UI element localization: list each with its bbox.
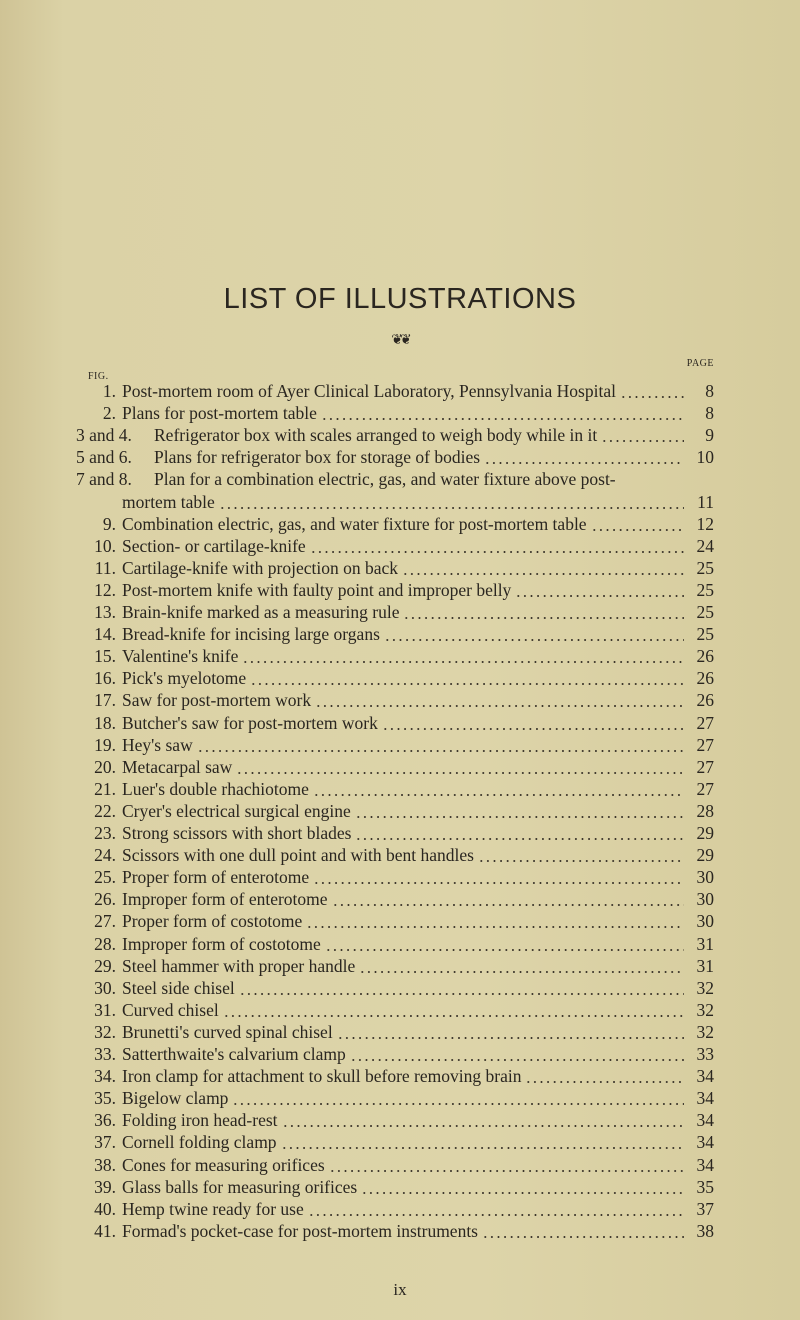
figure-caption: Post-mortem knife with faulty point and improper belly [122,579,512,600]
page-column-header: PAGE [686,358,714,369]
dot-leader [402,557,684,579]
page-number: 9 [705,425,714,446]
page-number: 24 [696,535,714,556]
list-item [0,1131,800,1153]
figure-caption: Section- or cartilage-knife [122,535,306,556]
figure-number: 19. [94,734,116,755]
figure-number: 37. [94,1132,116,1153]
dot-leader [306,910,684,932]
figure-caption: Cryer's electrical surgical engine [122,800,351,821]
list-item [0,689,800,711]
figure-number: 28. [94,933,116,954]
dot-leader [355,822,684,844]
dot-leader [384,623,684,645]
figure-number: 15. [94,646,116,667]
list-item [0,778,800,800]
list-item [0,1043,800,1065]
page-number: 34 [696,1110,714,1131]
figure-caption: Bigelow clamp [122,1088,229,1109]
page-number: 8 [705,403,714,424]
dot-leader [239,977,684,999]
page-number: 25 [696,579,714,600]
figure-number: 16. [94,668,116,689]
figure-caption: Cornell folding clamp [122,1132,277,1153]
figure-number: 9. [102,513,116,534]
dot-leader [310,535,684,557]
figure-number: 29. [94,955,116,976]
dot-leader [308,1198,684,1220]
page-number: 32 [696,977,714,998]
list-item [0,513,800,535]
list-item [0,402,800,424]
dot-leader [313,778,684,800]
page-number: 11 [697,491,714,512]
dot-leader [601,424,684,446]
dot-leader [236,756,684,778]
list-item [0,446,800,468]
page-number: 30 [696,911,714,932]
page-number: 27 [696,712,714,733]
list-item [0,800,800,822]
list-item [0,999,800,1021]
figure-caption: Steel side chisel [122,977,235,998]
list-item [0,535,800,557]
figure-caption: Improper form of enterotome [122,889,328,910]
list-item [0,579,800,601]
dot-leader [355,800,684,822]
figure-number: 23. [94,823,116,843]
figure-number: 1. [102,381,116,401]
list-item [0,888,800,910]
figure-caption: Plans for post-mortem table [122,403,317,424]
page-number: 34 [696,1088,714,1109]
page-number: 30 [696,889,714,910]
figure-caption-continuation: mortem table [122,491,215,512]
page-number: 26 [696,668,714,689]
dot-leader [329,1154,684,1176]
dot-leader [250,667,684,689]
page-number: 38 [696,1220,714,1241]
dot-leader [219,491,684,513]
figure-caption: Luer's double rhachiotome [122,778,309,799]
page-number: 8 [705,381,714,401]
figure-caption: Plans for refrigerator box for storage of bodies [154,447,481,468]
figure-caption: Proper form of enterotome [122,867,310,888]
figure-number: 40. [94,1198,116,1219]
figure-number: 31. [94,999,116,1020]
figure-caption: Glass balls for measuring orifices [122,1176,358,1197]
dot-leader [197,734,684,756]
list-item [0,910,800,932]
page-number: 32 [696,999,714,1020]
figure-number: 34. [94,1066,116,1087]
figure-caption: Butcher's saw for post-mortem work [122,712,378,733]
dot-leader [525,1065,684,1087]
figure-caption: Pick's myelotome [122,668,247,689]
page-number: 29 [696,845,714,866]
figure-number: 7 and 8. [76,469,132,490]
figure-number: 27. [94,911,116,932]
figure-number: 3 and 4. [76,425,132,446]
page-number: 31 [696,955,714,976]
figure-number: 18. [94,712,116,733]
dot-leader [478,844,684,866]
dot-leader [515,579,684,601]
dot-leader [359,955,684,977]
figure-caption: Refrigerator box with scales arranged to weigh body while in it [154,425,598,446]
dot-leader [337,1021,684,1043]
page-number: 28 [696,800,714,821]
dot-leader [321,402,684,424]
list-item [0,645,800,667]
dot-leader [282,1109,684,1131]
list-item [0,1065,800,1087]
dot-leader [382,712,684,734]
figure-caption: Formad's pocket-case for post-mortem instruments [122,1220,478,1241]
list-item [0,822,800,844]
dot-leader [281,1131,684,1153]
list-item [0,1220,800,1242]
dot-leader [313,866,684,888]
figure-caption: Cones for measuring orifices [122,1154,325,1175]
figure-number: 12. [94,579,116,600]
figure-caption: Proper form of costotome [122,911,303,932]
figure-caption: Folding iron head-rest [122,1110,278,1131]
list-item [0,601,800,623]
list-item [0,866,800,888]
figure-caption: Strong scissors with short blades [122,823,352,843]
figure-caption: Hey's saw [122,734,193,755]
figure-caption: Metacarpal saw [122,756,233,777]
figure-number: 22. [94,800,116,821]
dot-leader [232,1087,684,1109]
figure-number: 21. [94,778,116,799]
page-number: 30 [696,867,714,888]
list-item [0,468,800,490]
figure-number: 2. [102,403,116,424]
list-item [0,756,800,778]
figure-number: 35. [94,1088,116,1109]
page-number: 27 [696,756,714,777]
list-item [0,1154,800,1176]
page-number: 34 [696,1154,714,1175]
figure-number: 26. [94,889,116,910]
figure-number: 17. [94,690,116,711]
list-item [0,844,800,866]
figure-caption: Hemp twine ready for use [122,1198,304,1219]
figure-number: 41. [94,1220,116,1241]
list-item [0,734,800,756]
list-item [0,1087,800,1109]
figure-number: 11. [94,557,116,578]
dot-leader [350,1043,684,1065]
dot-leader [315,689,684,711]
list-item [0,557,800,579]
list-item [0,977,800,999]
figure-caption: Steel hammer with proper handle [122,955,356,976]
figure-caption: Iron clamp for attachment to skull before removing brain [122,1066,522,1087]
figure-caption: Curved chisel [122,999,219,1020]
figure-number: 38. [94,1154,116,1175]
figure-caption: Bread-knife for incising large organs [122,624,380,645]
page-number: 25 [696,557,714,578]
list-item [0,1198,800,1220]
figure-caption: Cartilage-knife with projection on back [122,557,399,578]
page-number: 25 [696,602,714,622]
page-number: 27 [696,778,714,799]
page-number: 26 [696,690,714,711]
list-item [0,1176,800,1198]
list-item [0,1109,800,1131]
list-item [0,424,800,446]
page-number: 35 [696,1176,714,1197]
list-item [0,667,800,689]
page-title: LIST OF ILLUSTRATIONS [223,283,577,315]
dot-leader [325,933,684,955]
page-number: 33 [696,1044,714,1064]
dot-leader [403,601,684,623]
ornament-icon: ❦❦ [391,333,409,348]
dot-leader [620,380,684,402]
page-number: 27 [696,734,714,755]
figure-caption: Plan for a combination electric, gas, and water fixture above post- [154,469,616,490]
page-number: 34 [696,1066,714,1087]
figure-number: 30. [94,977,116,998]
figure-number: 14. [94,624,116,645]
dot-leader [591,513,684,535]
page-number: 12 [696,513,714,534]
dot-leader [361,1176,684,1198]
figure-caption: Saw for post-mortem work [122,690,312,711]
figure-number: 25. [94,867,116,888]
figure-number: 13. [94,602,116,622]
page-number: 26 [696,646,714,667]
figure-caption: Brunetti's curved spinal chisel [122,1021,333,1042]
dot-leader [332,888,684,910]
figure-caption: Brain-knife marked as a measuring rule [122,602,400,622]
page-number: 34 [696,1132,714,1153]
figure-caption: Combination electric, gas, and water fixture for post-mortem table [122,513,587,534]
list-item [0,955,800,977]
page-number: 31 [696,933,714,954]
list-item [0,933,800,955]
page-number: 10 [696,447,714,468]
list-item [0,712,800,734]
fig-column-header: FIG. [88,371,109,382]
figure-number: 24. [94,845,116,866]
list-item [0,1021,800,1043]
figure-caption: Improper form of costotome [122,933,321,954]
page-number: 25 [696,624,714,645]
dot-leader [482,1220,684,1242]
figure-caption: Valentine's knife [122,646,239,667]
figure-number: 36. [94,1110,116,1131]
figure-number: 33. [94,1044,116,1064]
figure-caption: Post-mortem room of Ayer Clinical Laboratory, Pennsylvania Hospital [122,381,616,401]
figure-caption: Satterthwaite's calvarium clamp [122,1044,346,1064]
page-folio: ix [393,1280,407,1299]
page-number: 32 [696,1021,714,1042]
page-number: 37 [696,1198,714,1219]
list-item [0,623,800,645]
list-item [0,380,800,402]
page-number: 29 [696,823,714,843]
figure-caption: Scissors with one dull point and with bent handles [122,845,474,866]
dot-leader [484,446,684,468]
figure-number: 39. [94,1176,116,1197]
dot-leader [223,999,684,1021]
figure-number: 32. [94,1021,116,1042]
figure-number: 10. [94,535,116,556]
list-item-continuation [0,491,800,513]
figure-number: 20. [94,756,116,777]
figure-number: 5 and 6. [76,447,132,468]
dot-leader [242,645,684,667]
